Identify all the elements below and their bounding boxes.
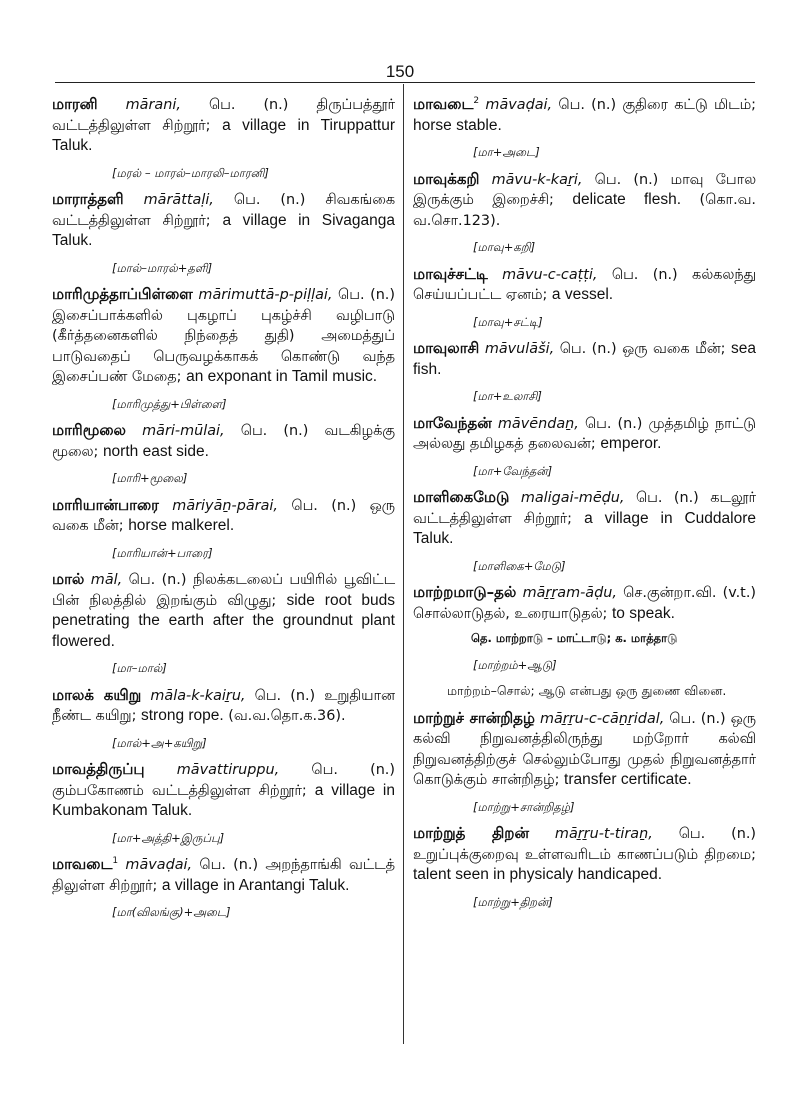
tamil-definition: உறுதியான நீண்ட கயிறு; — [52, 687, 395, 724]
entry-text — [413, 338, 756, 380]
english-gloss: strong rope. — [141, 707, 224, 724]
source-reference: (வ.வ.தொ.க.36). — [228, 708, 346, 724]
etymology: [மாவு+சட்டி] — [473, 314, 543, 329]
part-of-speech: செ.குன்றா.வி. (v.t.) — [623, 585, 757, 601]
english-gloss: a village in Sivaganga Taluk. — [52, 211, 395, 249]
transliteration: māvu-k-kaṟi, — [491, 171, 583, 188]
tamil-definition: சிவகங்கை வட்டத்திலுள்ள சிற்றூர்; — [52, 192, 396, 229]
entry-text — [413, 264, 756, 306]
headword: மாவத்திருப்பு — [52, 760, 145, 778]
headword: மாவுலாசி — [413, 339, 480, 357]
part-of-speech: பெ. (n.) — [240, 423, 309, 439]
dictionary-entry — [52, 189, 395, 278]
etymology: [மாளிகை+மேடு] — [473, 558, 566, 573]
etymology: [மாற்று+சான்றிதழ்] — [473, 799, 575, 814]
entry-text — [413, 582, 756, 624]
headword: மாளிகைமேடு — [413, 488, 510, 506]
part-of-speech: பெ. (n.) — [338, 287, 395, 303]
left-column — [52, 94, 395, 929]
dictionary-entry — [413, 487, 756, 576]
dictionary-entry — [52, 94, 395, 183]
etymology: [மா+அத்தி+இருப்பு] — [112, 830, 225, 845]
etymology: [மா+அடை] — [473, 145, 540, 159]
tamil-definition: ஒரு வகை மீன்; — [52, 497, 395, 534]
dictionary-entry — [52, 284, 395, 414]
part-of-speech: பெ. (n.) — [559, 341, 617, 357]
dictionary-entry — [413, 708, 756, 818]
transliteration: māl, — [90, 572, 123, 588]
english-gloss: horse stable. — [413, 116, 502, 134]
transliteration: maligai-mēḍu, — [520, 490, 625, 506]
entry-text — [413, 169, 756, 232]
part-of-speech: பெ. (n.) — [678, 826, 757, 842]
part-of-speech: பெ. (n.) — [669, 710, 726, 727]
tamil-definition: திருப்பத்தூர் வட்டத்திலுள்ள சிற்றூர்; — [52, 97, 396, 134]
headword: மாரிமுத்தாப்பிள்ளை — [52, 285, 193, 303]
entry-text — [413, 487, 756, 550]
english-gloss: horse malkerel. — [128, 517, 235, 534]
transliteration: māriyāṉ-pārai, — [172, 497, 278, 514]
dictionary-entry — [413, 338, 756, 407]
etymology: [மா(விலங்கு)+அடை] — [112, 905, 231, 919]
headword: மாவுக்கறி — [413, 169, 480, 188]
english-gloss: a village in Cuddalore Taluk. — [413, 509, 756, 547]
part-of-speech: பெ. (n.) — [128, 572, 187, 588]
transliteration: māṟṟam-āḍu, — [522, 585, 617, 601]
page-number: 150 — [385, 62, 415, 81]
cognates: தெ. மாற்றாடு – மாட்டாடு; க. மாத்தாடு — [471, 631, 678, 645]
dictionary-entry — [413, 169, 756, 258]
transliteration: māṟṟu-c-cāṉṟidal, — [539, 710, 665, 727]
headword: மாரியான்பாரை — [52, 495, 159, 514]
etymology: [மால்+அ+கயிறு] — [112, 735, 207, 750]
headword: மாலக் கயிறு — [52, 685, 142, 704]
entry-text — [52, 284, 395, 388]
headword: மாற்றமாடு–தல் — [413, 583, 517, 601]
english-gloss: sea fish. — [413, 340, 756, 378]
english-gloss: talent seen in physicaly handicaped. — [413, 866, 663, 883]
dictionary-entry — [52, 685, 395, 754]
tamil-definition: கல்கலந்து செய்யப்பட்ட ஏனம்; — [413, 266, 757, 303]
header-rule — [55, 82, 755, 83]
entry-text — [52, 685, 395, 727]
transliteration: māla-k-kaiṟu, — [150, 687, 246, 704]
etymology: [மால்–மாரல்+தளி] — [112, 260, 213, 275]
transliteration: mārani, — [125, 97, 181, 113]
tamil-definition: வடகிழக்கு மூலை; — [52, 423, 395, 460]
english-gloss: a village in Kumbakonam Taluk. — [52, 781, 395, 819]
dictionary-entry — [52, 854, 395, 923]
english-gloss: an exponant in Tamil music. — [186, 368, 378, 385]
english-gloss: delicate flesh. — [572, 191, 682, 208]
column-divider — [403, 84, 404, 1044]
right-column — [413, 94, 756, 918]
headword: மாவுச்சட்டி — [413, 264, 488, 283]
tamil-definition: குதிரை கட்டு மிடம்; — [622, 97, 757, 113]
entry-text — [413, 823, 756, 886]
tamil-definition: சொல்லாடுதல், உரையாடுதல்; — [413, 605, 608, 622]
transliteration: māvaḍai, — [485, 97, 553, 113]
etymology: [மாரிமுத்து+பிள்ளை] — [112, 396, 227, 411]
entry-text — [52, 759, 395, 822]
english-gloss: transfer certificate. — [564, 771, 692, 788]
part-of-speech: பெ. (n.) — [199, 857, 259, 873]
tamil-definition: இசைப்பாக்களில் புகழாப் புகழ்ச்சி வழிபாடு (கீர்த்தனைகளில் நிந்தைத் துதி) அமைத்துப் பாடுவதைப் பெருவழக்காகக் கொண்டு வந்த இசைப்பண் மேதை; — [52, 307, 395, 385]
part-of-speech: பெ. (n.) — [233, 192, 306, 208]
dictionary-entry — [413, 413, 756, 482]
etymology: [மாற்றம்+ஆடு] — [473, 657, 557, 672]
headword: மாரிமூலை — [52, 421, 126, 439]
english-gloss: side root buds penetrating the earth after the groundnut plant flowered. — [52, 591, 396, 650]
tamil-definition: ஒரு வகை மீன்; — [622, 341, 726, 357]
etymology: [மா+வேந்தன்] — [473, 463, 553, 478]
dictionary-entry — [413, 264, 756, 333]
headword: மால் — [52, 570, 85, 588]
transliteration: māvaḍai, — [125, 857, 193, 873]
dictionary-entry — [413, 582, 756, 702]
part-of-speech: பெ. (n.) — [558, 97, 617, 113]
etymology: [மாரி+மூலை] — [112, 471, 188, 485]
headword: மாற்றுச் சான்றிதழ் — [413, 708, 535, 727]
source-reference: (கொ.வ. வ.சொ.123). — [413, 192, 756, 229]
part-of-speech: பெ. (n.) — [584, 415, 643, 432]
transliteration: mārāttaḷi, — [143, 192, 214, 208]
headword: மாராத்தளி — [52, 190, 124, 208]
dictionary-entry — [52, 420, 395, 489]
entry-text — [52, 854, 395, 896]
transliteration: māvattiruppu, — [176, 762, 280, 778]
entry-text — [413, 94, 756, 136]
english-gloss: a village in Arantangi Taluk. — [161, 876, 350, 894]
etymology: [மா+உலாசி] — [473, 389, 542, 403]
homograph-number: 1 — [112, 856, 119, 867]
etymology: [மாவு+கறி] — [473, 240, 536, 254]
english-gloss: north east side. — [102, 442, 209, 460]
transliteration: māṟṟu-t-tiraṉ, — [554, 826, 653, 842]
headword: மாரனி — [52, 95, 98, 113]
tamil-definition: முத்தமிழ் நாட்டு அல்லது தமிழகத் தலைவன்; — [413, 415, 756, 452]
etymology: [மரல் – மாரல்–மாரலி–மாரனி] — [112, 165, 269, 180]
tamil-definition: அறந்தாங்கி வட்டத் திலுள்ள சிற்றூர்; — [52, 857, 396, 894]
transliteration: māvu-c-caṭṭi, — [502, 266, 598, 283]
part-of-speech: பெ. (n.) — [254, 687, 316, 704]
entry-text — [413, 413, 756, 455]
part-of-speech: பெ. (n.) — [594, 171, 659, 188]
entry-text — [413, 708, 756, 791]
dictionary-entry — [413, 823, 756, 912]
dictionary-entry — [52, 759, 395, 848]
tamil-definition: நிலக்கடலைப் பயிரில் பூவிட்ட பின் நிலத்தில் இறங்கும் விழுது; — [52, 572, 396, 609]
english-gloss: emperor. — [600, 435, 662, 452]
entry-text — [52, 94, 395, 157]
tamil-definition: ஒரு கல்வி நிறுவனத்திலிருந்து மற்றோர் கல்வி நிறுவனத்திற்குச் செல்லும்போது முதல் நிறுவனத்தார் கொடுக்கும் சான்றிதழ்; — [413, 710, 757, 788]
usage-note: மாற்றம்–சொல்; ஆடு என்பது ஒரு துணை வினை. — [447, 683, 727, 698]
homograph-number: 2 — [473, 96, 480, 107]
tamil-definition: மாவு போல இருக்கும் இறைச்சி; — [413, 171, 757, 208]
tamil-definition: கடலூர் வட்டத்திலுள்ள சிற்றூர்; — [413, 490, 757, 527]
transliteration: māri-mūlai, — [142, 423, 225, 439]
transliteration: mārimuttā-p-piḷḷai, — [198, 287, 333, 303]
etymology: [மா–மால்] — [112, 661, 167, 675]
dictionary-entry — [52, 569, 395, 679]
tamil-definition: உறுப்புக்குறைவு உள்ளவரிடம் காணப்படும் திறமை; — [413, 846, 756, 863]
etymology: [மாற்று+திறன்] — [473, 894, 553, 909]
entry-text — [52, 569, 395, 652]
dictionary-entry — [413, 94, 756, 163]
part-of-speech: பெ. (n.) — [291, 497, 357, 514]
entry-text — [52, 495, 395, 537]
etymology: [மாரியான்+பாரை] — [112, 545, 213, 560]
tamil-definition: கும்பகோணம் வட்டத்திலுள்ள சிற்றூர்; — [52, 782, 307, 799]
entry-text — [52, 420, 395, 462]
transliteration: māvulāši, — [484, 341, 555, 357]
dictionary-entry — [52, 495, 395, 564]
english-gloss: a vessel. — [551, 286, 614, 303]
headword: மாற்றுத் திறன் — [413, 824, 530, 842]
english-gloss: to speak. — [611, 604, 675, 622]
part-of-speech: பெ. (n.) — [635, 490, 699, 506]
transliteration: māvēndaṉ, — [497, 415, 579, 432]
entry-text — [52, 189, 395, 252]
part-of-speech: பெ. (n.) — [208, 97, 289, 113]
part-of-speech: பெ. (n.) — [611, 266, 678, 283]
headword: மாவடை — [52, 855, 113, 873]
part-of-speech: பெ. (n.) — [311, 762, 395, 778]
english-gloss: a village in Tiruppattur Taluk. — [52, 116, 395, 154]
headword: மாவடை — [413, 95, 474, 113]
headword: மாவேந்தன் — [413, 413, 492, 432]
